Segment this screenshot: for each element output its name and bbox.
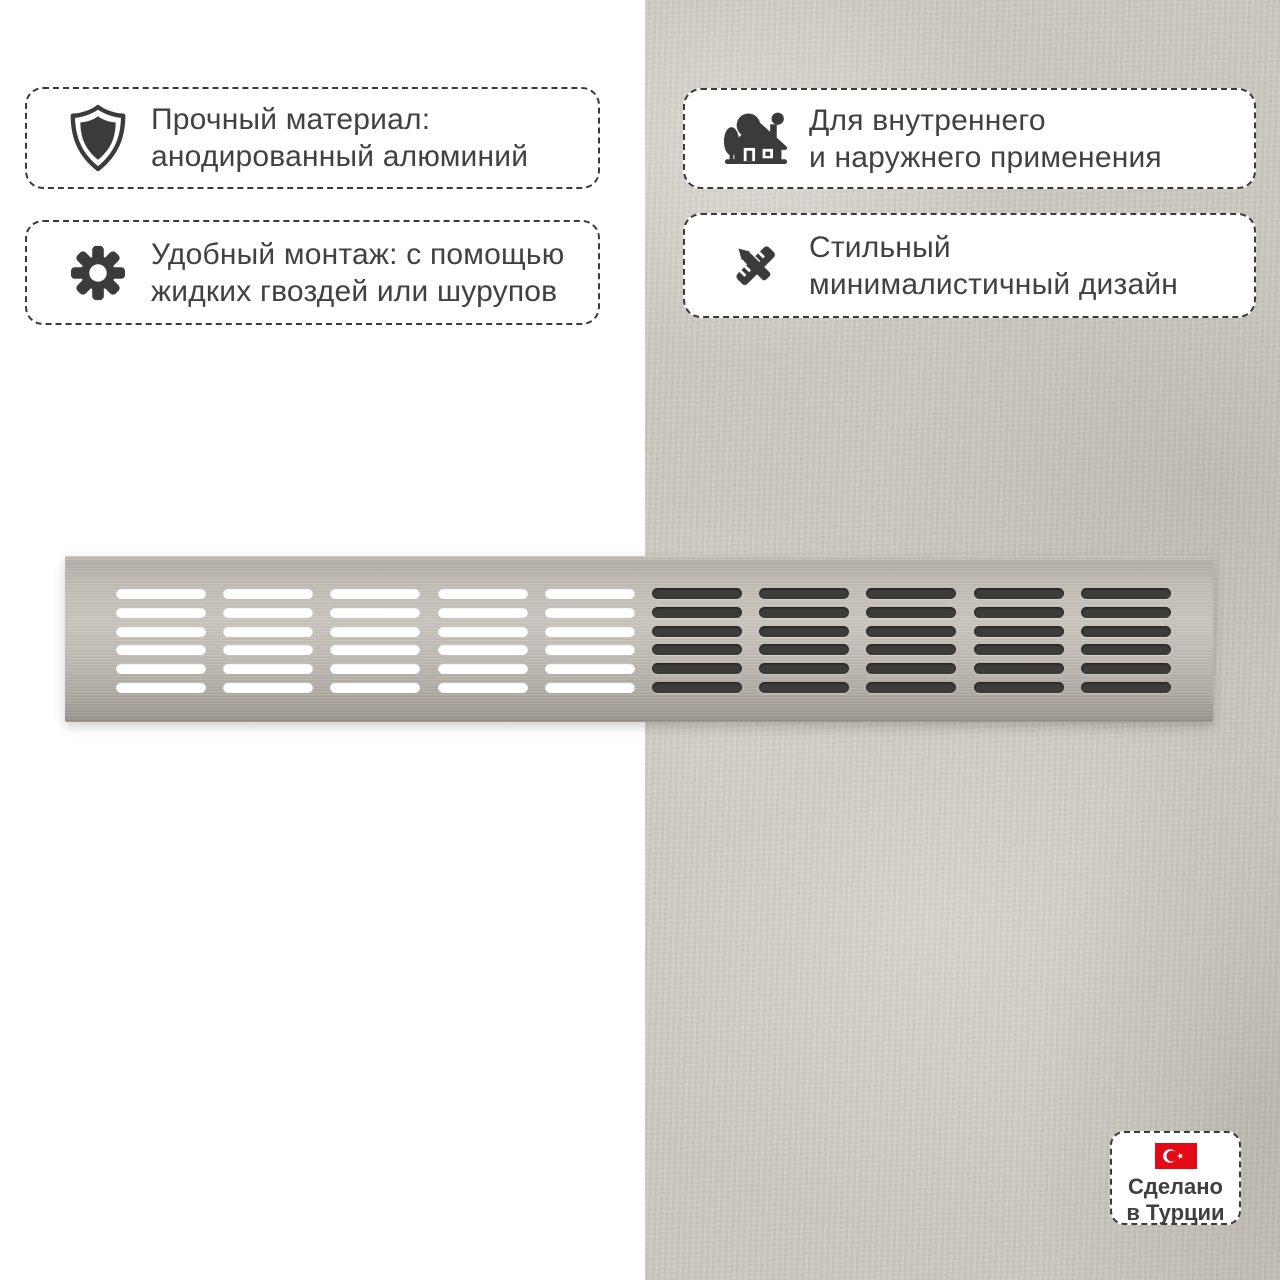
grille-slot: [759, 682, 849, 693]
grille-slot: [866, 644, 956, 655]
grille-slot: [438, 626, 528, 637]
grille-slot: [438, 682, 528, 693]
grille-slot: [1081, 607, 1171, 618]
grille-slot: [116, 644, 206, 655]
feature-line: минималистичный дизайн: [809, 267, 1179, 301]
grille-slot: [759, 644, 849, 655]
pencil-ruler-icon: [723, 238, 789, 294]
turkey-flag-icon: [1155, 1143, 1197, 1169]
feature-text-mounting: [151, 236, 564, 310]
grille-slot: [223, 644, 313, 655]
grille-slot: [545, 607, 635, 618]
grille-slot: [116, 626, 206, 637]
grille-slot: [652, 663, 742, 674]
grille-slot: [652, 607, 742, 618]
feature-line: Для внутреннего: [809, 103, 1046, 137]
grille-slot: [1081, 588, 1171, 599]
grille-slot: [974, 626, 1064, 637]
made-in-text: [1126, 1174, 1224, 1226]
grille-slot: [974, 644, 1064, 655]
grille-slot: [223, 663, 313, 674]
grille-slot: [545, 644, 635, 655]
feature-line: Удобный монтаж: с помощью: [151, 237, 565, 271]
grille-slot: [438, 663, 528, 674]
grille-slot: [1081, 663, 1171, 674]
gear-icon: [65, 244, 131, 302]
grille-slot: [223, 682, 313, 693]
grille-slot: [866, 607, 956, 618]
feature-box-material: [25, 87, 600, 189]
feature-text-material: [151, 101, 528, 175]
shield-icon: [65, 103, 131, 173]
grille-slot: [116, 588, 206, 599]
grille-slot: [1081, 644, 1171, 655]
grille-slot: [545, 663, 635, 674]
feature-box-mounting: [25, 220, 600, 325]
house-icon: [723, 110, 789, 167]
grille-slot: [759, 626, 849, 637]
grille-slot: [545, 588, 635, 599]
made-in-line: Сделано: [1127, 1174, 1223, 1199]
grille-slot: [330, 663, 420, 674]
grille-slot: [652, 644, 742, 655]
grille-slot: [330, 626, 420, 637]
feature-box-design: [683, 213, 1256, 318]
feature-line: жидких гвоздей или шурупов: [151, 274, 558, 308]
grille-slot: [1081, 626, 1171, 637]
grille-slot: [330, 682, 420, 693]
grille-slot: [652, 682, 742, 693]
grille-slot: [866, 626, 956, 637]
grille-slot: [330, 644, 420, 655]
grille-slot: [545, 626, 635, 637]
grille-slot: [974, 663, 1064, 674]
grille-slot: [438, 588, 528, 599]
grille-slot: [974, 588, 1064, 599]
feature-line: анодированный алюминий: [151, 140, 529, 173]
grille-slot: [116, 607, 206, 618]
grille-slot: [438, 644, 528, 655]
grille-slot: [438, 607, 528, 618]
grille-slot: [330, 588, 420, 599]
made-in-turkey-badge: [1110, 1131, 1241, 1225]
feature-line: и наружнего применения: [809, 140, 1162, 174]
grille-slot: [974, 682, 1064, 693]
feature-text-design: [809, 229, 1178, 303]
feature-text-application: [809, 102, 1162, 176]
grille-slot: [759, 588, 849, 599]
grille-slot: [866, 663, 956, 674]
feature-line: Стильный: [809, 230, 951, 264]
feature-box-application: [683, 88, 1256, 189]
grille-slot: [223, 588, 313, 599]
grille-slot: [330, 607, 420, 618]
made-in-line: в Турции: [1126, 1200, 1225, 1225]
ventilation-grille-product-image: [65, 556, 1213, 722]
grille-slot: [223, 626, 313, 637]
grille-slot: [116, 682, 206, 693]
grille-slot: [652, 588, 742, 599]
grille-slot: [652, 626, 742, 637]
grille-slot: [545, 682, 635, 693]
grille-slot: [866, 588, 956, 599]
grille-slot: [116, 663, 206, 674]
grille-slot: [223, 607, 313, 618]
feature-line: Прочный материал:: [151, 103, 431, 136]
grille-slot: [974, 607, 1064, 618]
grille-slot: [866, 682, 956, 693]
grille-slot: [759, 607, 849, 618]
grille-slot: [1081, 682, 1171, 693]
grille-slot: [759, 663, 849, 674]
